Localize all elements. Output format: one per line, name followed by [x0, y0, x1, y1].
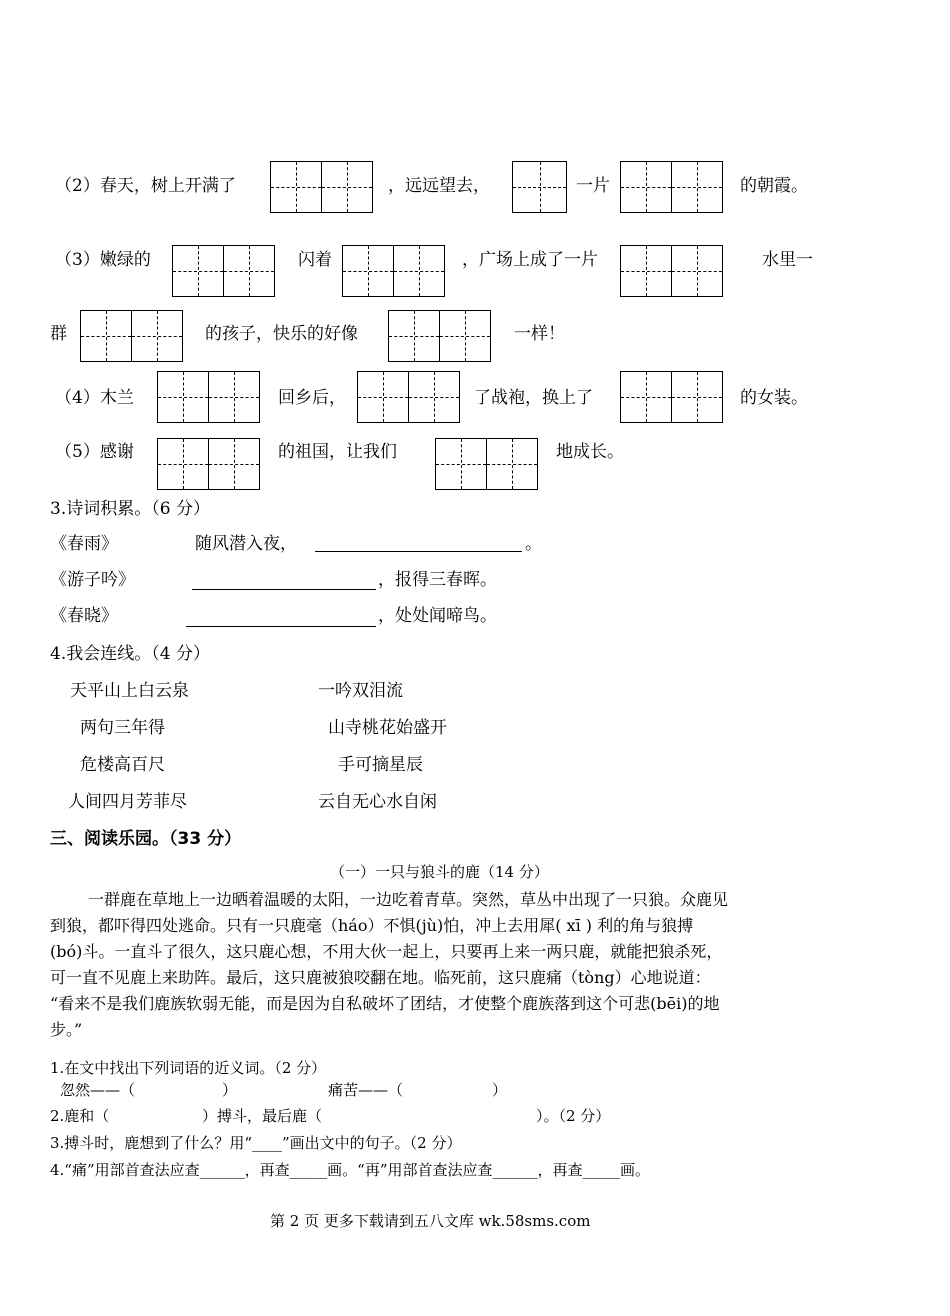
poem-blank-3[interactable]: [186, 625, 376, 627]
poetry-heading: 3.诗词积累。（6 分）: [50, 499, 210, 519]
q3-text-c: ，广场上成了一片: [462, 250, 598, 270]
passage-line-6: 步。”: [50, 1020, 83, 1039]
question-2b: ）搏斗，最后鹿（: [202, 1107, 323, 1125]
match-left-2[interactable]: 两句三年得: [80, 718, 165, 738]
match-left-1[interactable]: 天平山上白云泉: [70, 681, 189, 701]
reading-passage: [50, 887, 830, 1043]
q3-text-a: （3）嫩绿的: [55, 250, 151, 270]
tian-box-q5-1[interactable]: [157, 438, 260, 490]
match-right-1[interactable]: 一吟双泪流: [318, 681, 403, 701]
match-heading: 4.我会连线。（4 分）: [50, 644, 210, 664]
poem-title-1: 《春雨》: [50, 534, 118, 554]
passage-line-5: “看来不是我们鹿族软弱无能，而是因为自私破坏了团结，才使整个鹿族落到这个可悲(bēi)的地: [50, 994, 720, 1013]
match-right-3[interactable]: 手可摘星辰: [338, 755, 423, 775]
question-1b-end: ）: [492, 1081, 508, 1099]
tian-box-q2-1[interactable]: [270, 161, 373, 213]
match-right-2[interactable]: 山寺桃花始盛开: [328, 718, 447, 738]
tian-box-q3-4[interactable]: [80, 310, 183, 362]
reading-title: （一）一只与狼斗的鹿（14 分）: [330, 863, 549, 881]
q3-text-d: 水里一: [762, 250, 813, 270]
q3-text-g: 一样！: [514, 324, 565, 344]
page-footer: 第 2 页 更多下载请到五八文库 wk.58sms.com: [270, 1212, 591, 1230]
question-4: 4.“痛”用部首查法应查______，再查_____画。“再”用部首查法应查______，再查_____画。: [50, 1161, 650, 1179]
tian-box-q3-1[interactable]: [172, 245, 275, 297]
q5-text-a: （5）感谢: [55, 442, 134, 462]
poem-blank-2[interactable]: [192, 588, 376, 590]
question-1: 1.在文中找出下列词语的近义词。（2 分）: [50, 1059, 327, 1077]
q3-text-f: 的孩子，快乐的好像: [205, 324, 358, 344]
poem-text-3: ，处处闻啼鸟。: [378, 606, 497, 626]
tian-box-q2-3[interactable]: [620, 161, 723, 213]
q3-text-e: 群: [50, 324, 67, 344]
question-2c: ）。（2 分）: [536, 1107, 611, 1125]
q2-text-d: 的朝霞。: [740, 176, 808, 196]
question-1a-end: ）: [222, 1081, 238, 1099]
tian-box-q3-3[interactable]: [620, 245, 723, 297]
passage-line-4: 可一直不见鹿上来助阵。最后，这只鹿被狼咬翻在地。临死前，这只鹿痛（tòng）心地说道：: [50, 968, 711, 987]
poem-title-3: 《春晓》: [50, 606, 118, 626]
tian-box-q3-5[interactable]: [388, 310, 491, 362]
q2-text-c: 一片: [576, 176, 610, 196]
match-right-4[interactable]: 云自无心水自闲: [318, 792, 437, 812]
question-1b: 痛苦——（: [328, 1081, 404, 1099]
tian-box-q4-2[interactable]: [357, 371, 460, 423]
poem-text-1: 随风潜入夜，: [195, 534, 297, 554]
reading-heading: 三、阅读乐园。（33 分）: [50, 829, 242, 849]
passage-line-2: 到狼，都吓得四处逃命。只有一只鹿毫（háo）不惧(jù)怕，冲上去用犀( xī ) 利的角与狼搏: [50, 916, 694, 935]
q4-text-c: 了战袍，换上了: [474, 388, 593, 408]
tian-box-q3-2[interactable]: [342, 245, 445, 297]
q3-text-b: 闪着: [298, 250, 332, 270]
poem-title-2: 《游子吟》: [50, 570, 135, 590]
match-left-3[interactable]: 危楼高百尺: [80, 755, 165, 775]
tian-box-q2-2[interactable]: [512, 161, 567, 213]
q4-text-d: 的女装。: [740, 388, 808, 408]
q5-text-c: 地成长。: [556, 442, 624, 462]
poem-blank-1[interactable]: [315, 550, 522, 552]
q2-text-b: ，远远望去，: [388, 176, 490, 196]
question-3: 3.搏斗时，鹿想到了什么？用“____”画出文中的句子。（2 分）: [50, 1134, 462, 1152]
passage-line-1: 一群鹿在草地上一边晒着温暖的太阳，一边吃着青草。突然，草丛中出现了一只狼。众鹿见: [88, 890, 729, 909]
q4-text-b: 回乡后，: [278, 388, 346, 408]
question-1a: 忽然——（: [60, 1081, 136, 1099]
q2-text-a: （2）春天，树上开满了: [55, 176, 236, 196]
q5-text-b: 的祖国，让我们: [278, 442, 397, 462]
poem-end-1: 。: [525, 534, 542, 554]
poem-text-2: ，报得三春晖。: [378, 570, 497, 590]
passage-line-3: (bó)斗。一直斗了很久，这只鹿心想，不用大伙一起上，只要再上来一两只鹿，就能把狼杀死，: [50, 942, 723, 961]
tian-box-q4-3[interactable]: [620, 371, 723, 423]
q4-text-a: （4）木兰: [55, 388, 134, 408]
question-2a: 2.鹿和（: [50, 1107, 110, 1125]
tian-box-q4-1[interactable]: [157, 371, 260, 423]
match-left-4[interactable]: 人间四月芳菲尽: [68, 792, 187, 812]
tian-box-q5-2[interactable]: [435, 438, 538, 490]
